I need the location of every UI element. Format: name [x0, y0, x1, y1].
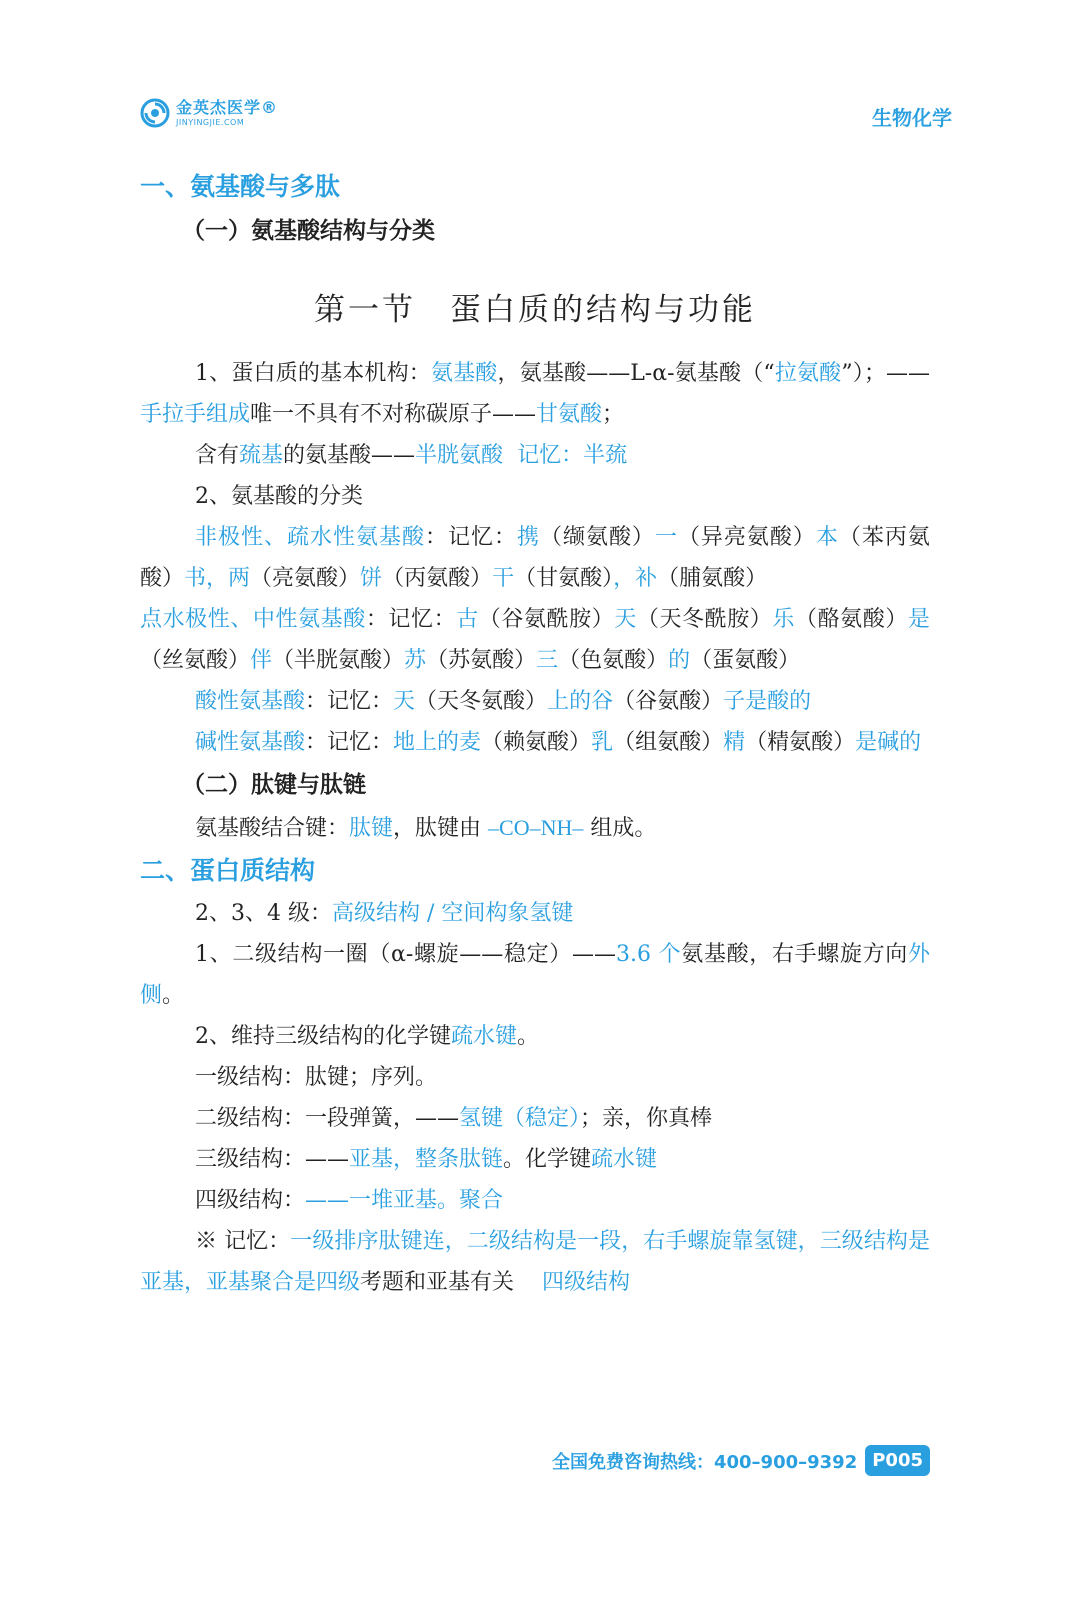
- brand-logo: [140, 98, 278, 128]
- page-header: [140, 96, 952, 136]
- swirl-logo-icon: [140, 98, 170, 128]
- subheading-structure-classification: （一）氨基酸结构与分类: [182, 218, 435, 244]
- paragraph-peptide-bond: 氨基酸结合键：肽键，肽键由 –CO–NH– 组成。: [195, 815, 657, 841]
- paragraph-quaternary: 四级结构：——一堆亚基。聚合: [195, 1188, 504, 1213]
- section-title: 第一节 蛋白质的结构与功能: [314, 292, 756, 328]
- paragraph-tertiary-bond: 2、维持三级结构的化学键疏水键。: [195, 1024, 540, 1049]
- paragraph-polar: 点水极性、中性氨基酸：记忆：古（谷氨酰胺）天（天冬酰胺）乐（酪氨酸）是（丝氨酸）伴（半胱氨酸）苏（苏氨酸）三（色氨酸）的（蛋氨酸）: [140, 607, 930, 673]
- logo-english-text: JINYINGJIE.COM: [176, 117, 245, 127]
- paragraph-classification: 2、氨基酸的分类: [195, 484, 363, 509]
- page-number-badge: P005: [865, 1445, 930, 1476]
- subject-title: 生物化学: [872, 106, 952, 130]
- hotline-text: 全国免费咨询热线：400–900–9392: [551, 1451, 858, 1473]
- paragraph-basic: 碱性氨基酸：记忆：地上的麦（赖氨酸）乳（组氨酸）精（精氨酸）是碱的: [195, 730, 922, 755]
- paragraph-nonpolar: 非极性、疏水性氨基酸：记忆：携（缬氨酸）一（异亮氨酸）本（苯丙氨酸）书，两（亮氨酸）饼（丙氨酸）干（甘氨酸），补（脯氨酸）: [140, 525, 930, 591]
- paragraph-secondary-structure: 1、二级结构一圈（α-螺旋——稳定）——3.6 个氨基酸，右手螺旋方向外侧。: [140, 942, 930, 1008]
- subheading-peptide-bond: （二）肽键与肽链: [182, 772, 366, 798]
- page-footer: [552, 1445, 930, 1476]
- heading-amino-acids: 一、氨基酸与多肽: [140, 172, 341, 201]
- paragraph-higher-structure: 2、3、4 级：高级结构 / 空间构象氢键: [195, 901, 574, 926]
- paragraph-secondary: 二级结构：一段弹簧，——氢键（稳定）；亲，你真棒: [195, 1106, 713, 1131]
- heading-protein-structure: 二、蛋白质结构: [140, 856, 316, 885]
- paragraph-mnemonic: ※ 记忆：一级排序肽键连，二级结构是一段，右手螺旋靠氢键，三级结构是亚基，亚基聚合是四级考题和亚基有关 四级结构: [140, 1229, 930, 1295]
- paragraph-primary: 一级结构：肽键；序列。: [195, 1065, 438, 1090]
- paragraph-sulfhydryl: 含有巯基的氨基酸——半胱氨酸 记忆：半巯: [195, 443, 628, 468]
- paragraph-acidic: 酸性氨基酸：记忆：天（天冬氨酸）上的谷（谷氨酸）子是酸的: [195, 689, 812, 714]
- paragraph-basic-structure: 1、蛋白质的基本机构：氨基酸，氨基酸——L-α-氨基酸（“拉氨酸”）；——手拉手组成唯一不具有不对称碳原子——甘氨酸；: [140, 361, 930, 427]
- logo-chinese-text: 金英杰医学®: [176, 97, 279, 117]
- page-content: [140, 165, 930, 1303]
- paragraph-tertiary: 三级结构：——亚基，整条肽链。化学键疏水键: [195, 1147, 658, 1172]
